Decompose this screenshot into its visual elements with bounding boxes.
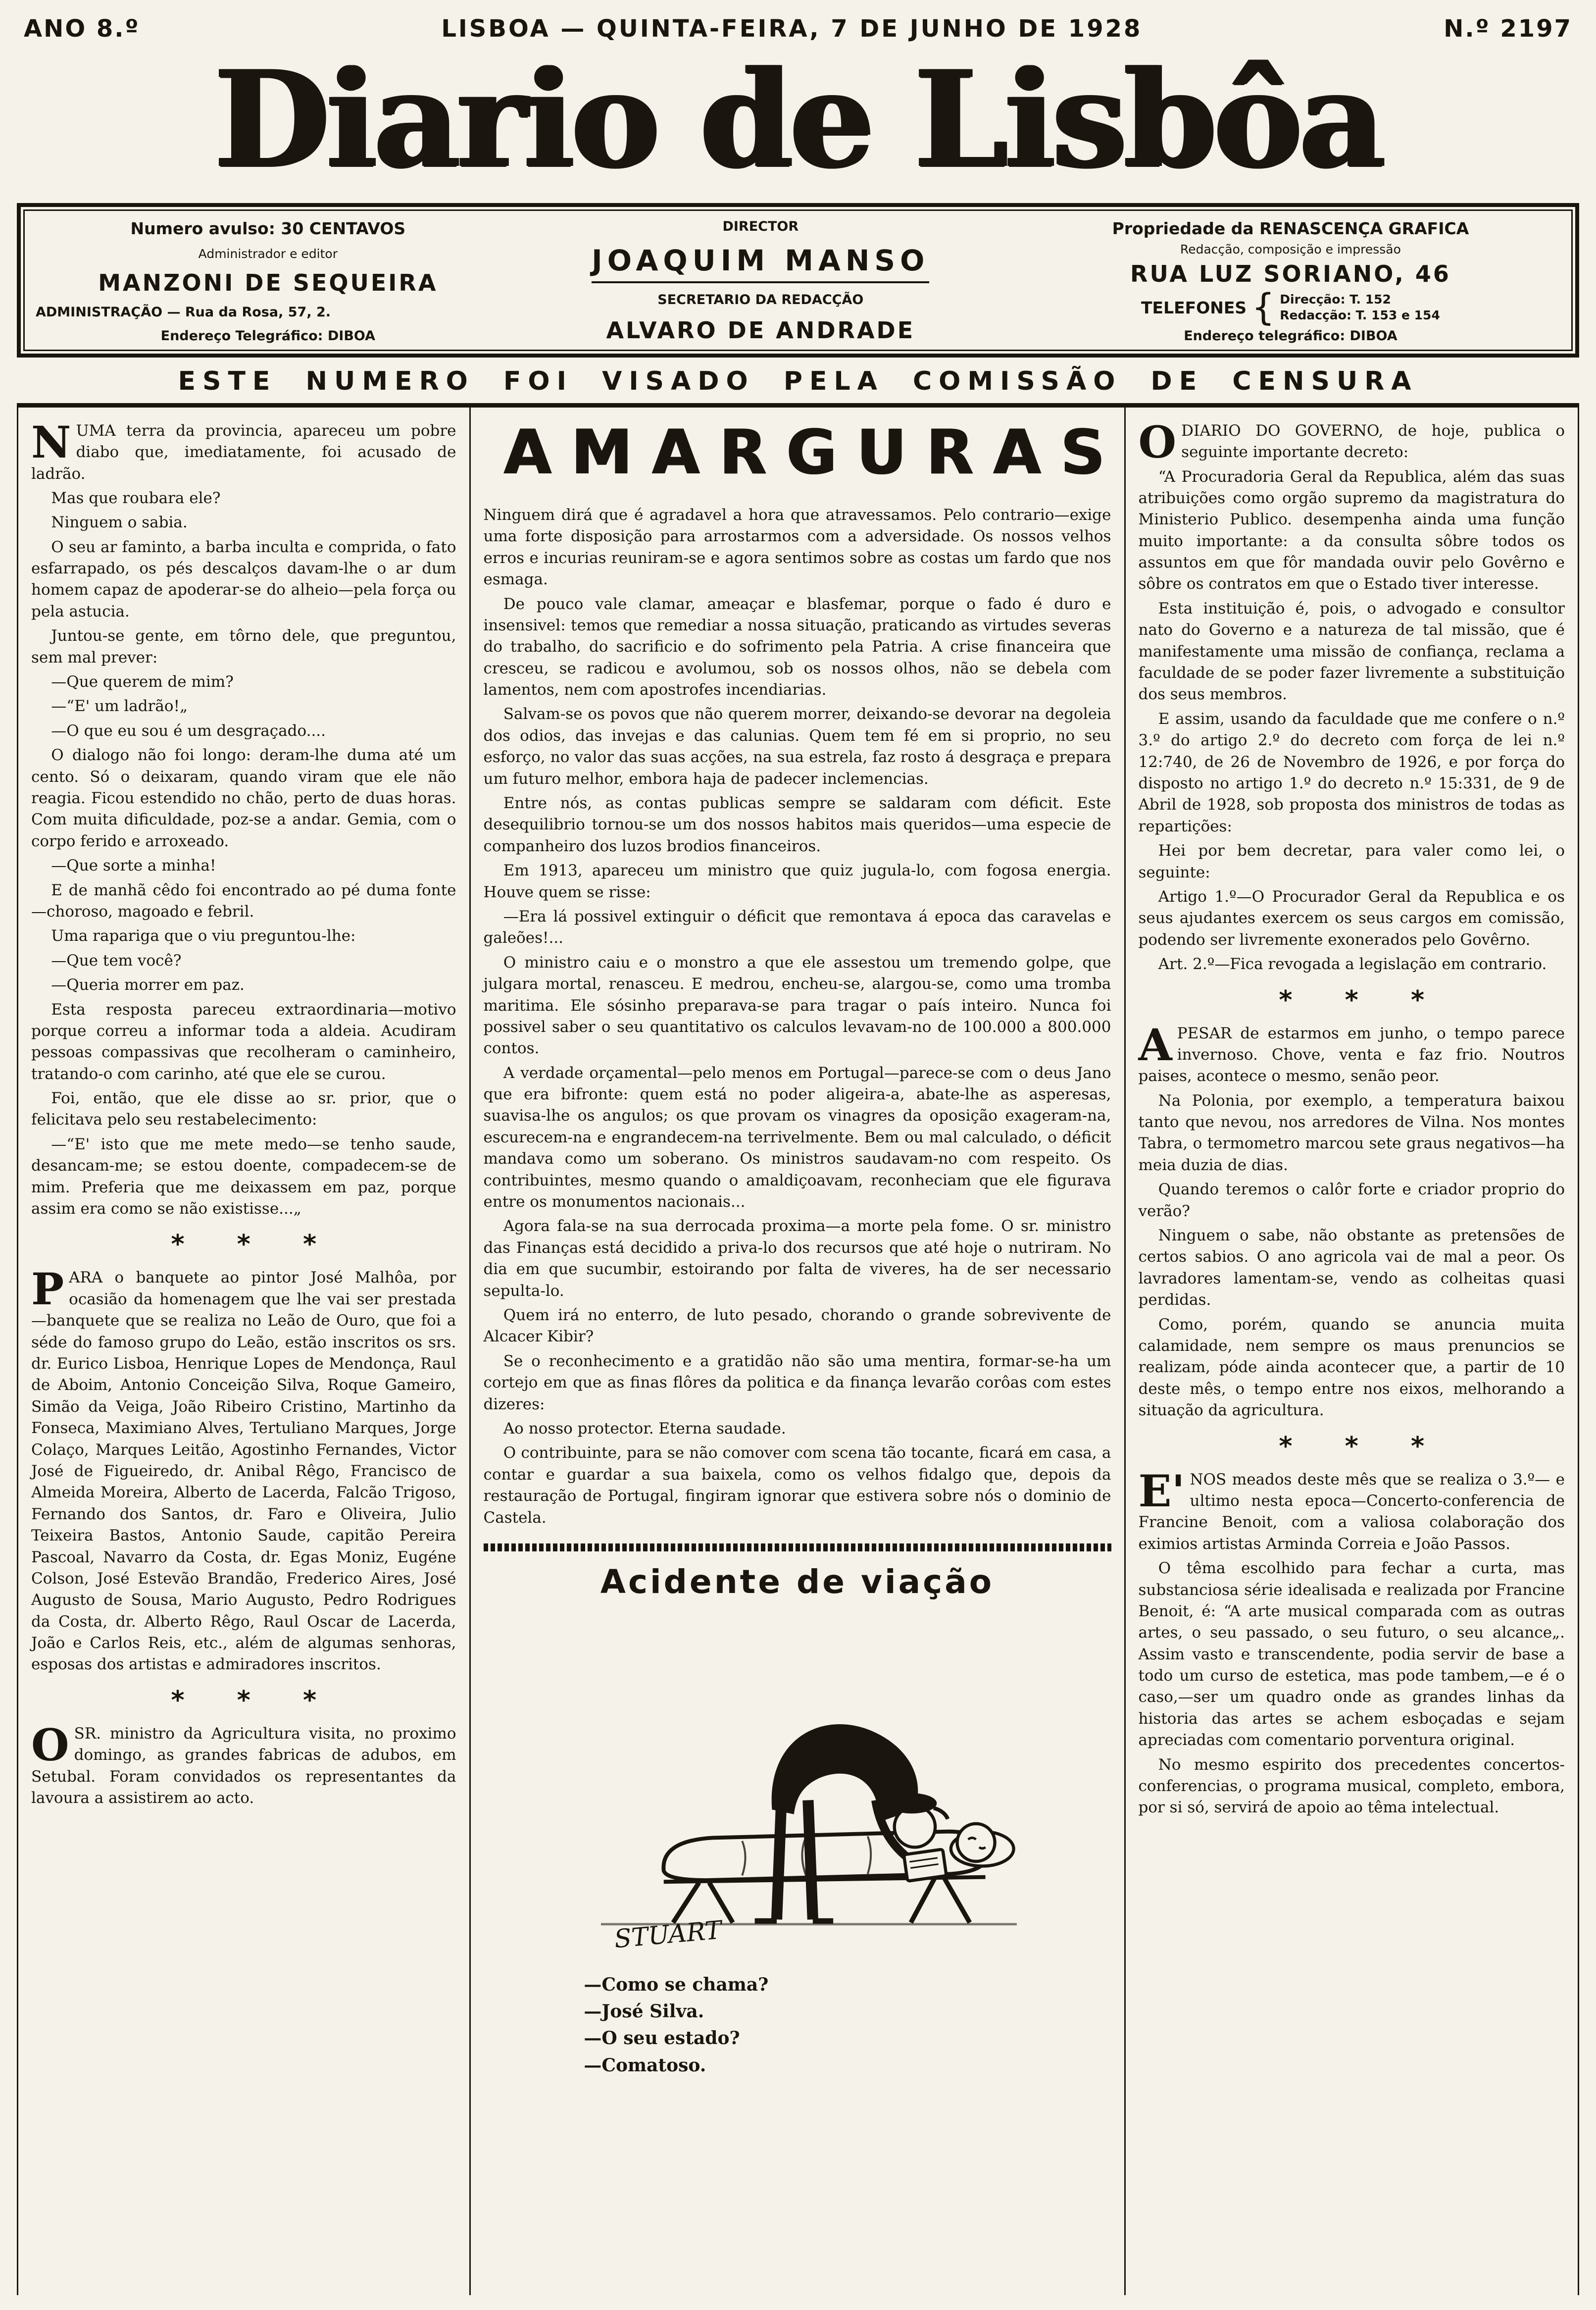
property-info (1021, 219, 1560, 344)
story-pobre-diabo (31, 416, 456, 1220)
paragraph: —Que sorte a minha! (51, 857, 216, 875)
paragraph: De pouco vale clamar, ameaçar e blasfemar, porque o fado é duro e insensivel: temos que remediar a nossa situação, praticando as virtudes severas do trabalho, do sacrificio e do sofrimento pela Patria. A crise financeira que cresceu, se radicou e avolumou, sob os nossos olhos, não se debela com lamentos, nem com apostrofes incendiarias. (483, 595, 1111, 699)
paragraph: —“E' isto que me mete medo—se tenho saude, desancam-me; se estou doente, compadecem-se de mim. Preferia que me deixassem em paz, porque assim era como se não existisse...„ (31, 1135, 456, 1218)
story-concerto-conferencia (1138, 1465, 1565, 1819)
cartoonist-signature: STUART (613, 1915, 723, 1954)
property-line: Propriedade da RENASCENÇA GRAFICA (1112, 219, 1469, 239)
edition-year: ANO 8.º (24, 15, 140, 43)
right-column (1126, 408, 1578, 2295)
section-separator: * * * (171, 1230, 339, 1260)
paragraph: ODIARIO DO GOVERNO, de hoje, publica o seguinte importante decreto: (1138, 416, 1565, 468)
paragraph: Esta instituição é, pois, o advogado e consultor nato do Governo e a natureza de tal missão, que é manifestamente uma missão de confiança, reclama a faculdade de se poder fazer livremente a substituição dos seus membros. (1138, 599, 1565, 704)
paragraph: E assim, usando da faculdade que me confere o n.º 3.º do artigo 2.º do decreto com força de lei n.º 12:740, de 26 de Novembro de 1926, e por força do disposto no artigo 1.º do decreto n.º 15:331, de 9 de Abril de 1928, sob proposta dos ministros de todas as repartições: (1138, 710, 1565, 835)
top-bar (17, 13, 1579, 43)
paragraph: Salvam-se os povos que não querem morrer, deixando-se devorar na degoleia dos odios, das invejas e das calunias. Quem tem fé em si proprio, no seu esforço, no valor das suas acções, na sua estrela, faz rosto á desgraça e prepara um futuro melhor, embora haja de padecer inclemencias. (483, 705, 1111, 788)
patient-head (957, 1824, 995, 1861)
paragraph: Ninguem dirá que é agradavel a hora que atravessamos. Pelo contrario—exige uma forte disposição para arrostarmos com a adversidade. Os nossos velhos erros e incurias reuniram-se e agora sentimos sobre as costas um fardo que nos esmaga. (483, 506, 1111, 589)
paragraph: NUMA terra da provincia, apareceu um pobre diabo que, imediatamente, foi acusado de ladrão. (31, 416, 456, 483)
paragraph: O ministro caiu e o monstro a que ele assestou um tremendo golpe, que julgara mortal, renasceu. E medrou, encheu-se, alargou-se, como uma tromba maritima. Ele sósinho preparava-se para tragar o país inteiro. Nunca foi possivel saber o seu quantitativo os calculos levavam-no de 100.000 a 800.000 contos. (483, 953, 1111, 1058)
paragraph: —Que querem de mim? (51, 673, 234, 691)
direction-info (513, 219, 1008, 344)
paragraph: —Era lá possivel extinguir o déficit que remontava á epoca das caravelas e galeões!... (483, 907, 1111, 947)
paragraph: O têma escolhido para fechar a curta, mas substanciosa série idealisada e realizada por Francine Benoit, é: “A arte musical comparada com as outras artes, o seu passado, o seu futuro, o seu alcance„. Assim vasto e transcendente, podia servir de base a todo um curso de estetica, mas pode tambem,—e é o caso,—ser um quadro onde as grandes linhas da historia das artes se achem esboçadas e sejam apreciadas com comentario porventura original. (1138, 1559, 1565, 1749)
paragraph: Hei por bem decretar, para valer como lei, o seguinte: (1138, 842, 1565, 881)
administration-info (36, 219, 500, 344)
paragraph: Ninguem o sabe, não obstante as pretensões de certos sabios. O ano agricola vai de mal a peor. Os lavradores lamentam-se, vendo as colheitas quasi perdidas. (1138, 1227, 1565, 1309)
paragraph: —O que eu sou é um desgraçado.... (51, 721, 326, 740)
paragraph: —Que tem você? (51, 951, 182, 970)
administration-address: ADMINISTRAÇÃO — Rua da Rosa, 57, 2. (36, 304, 331, 320)
paragraph: Quando teremos o calôr forte e criador proprio do verão? (1138, 1181, 1565, 1220)
paragraph: O contribuinte, para se não comover com scena tão tocante, ficará em casa, a contar e guardar a sua baixela, como os velhos fidalgo que, depois da restauração de Portugal, fingiram ignorar que estivera sobre nós o dominio de Castela. (483, 1444, 1111, 1527)
publication-info-inner (23, 209, 1573, 351)
censor-banner: ESTE NUMERO FOI VISADO PELA COMISSÃO DE CENSURA (17, 358, 1579, 408)
accident-cartoon-drawing (546, 1612, 1048, 1965)
admin-role-label: Administrador e editor (198, 247, 338, 261)
paragraph: Entre nós, as contas publicas sempre se saldaram com déficit. Este desequilibrio tornou-se um dos nossos habitos mais queridos—uma especie de companheiro dos luzos brodios financeiros. (483, 794, 1111, 855)
section-separator: * * * (1279, 1431, 1446, 1461)
paragraph: Esta resposta pareceu extraordinaria—motivo porque correu a informar toda a aldeia. Acudiram pessoas compassivas que recolheram o caminheiro, tratando-o com carinho, até que ele se curou. (31, 1000, 456, 1083)
section-separator: * * * (1279, 985, 1446, 1015)
story-diario-governo (1138, 416, 1565, 975)
paragraph: Em 1913, apareceu um ministro que quiz jugula-lo, com fogosa energia. Houve quem se risse: (483, 862, 1111, 901)
secretary-label: SECRETARIO DA REDACÇÃO (657, 292, 864, 308)
paragraph: —Queria morrer em paz. (51, 976, 245, 994)
amarguras-article (484, 505, 1111, 1529)
brace-glyph: { (1251, 286, 1275, 329)
telegraph-address-admin: Endereço Telegráfico: DIBOA (160, 328, 376, 344)
paragraph: —José Silva. (584, 2001, 704, 2022)
dateline: LISBOA — QUINTA-FEIRA, 7 DE JUNHO DE 1928 (441, 15, 1143, 43)
director-name: JOAQUIM MANSO (592, 244, 929, 283)
director-name-wrap (513, 244, 1008, 283)
paragraph: Artigo 1.º—O Procurador Geral da Republica e os seus ajudantes exercem os seus cargos em comissão, podendo ser livremente exonerados pelo Govêrno. (1138, 887, 1565, 949)
services-line: Redacção, composição e impressão (1180, 242, 1401, 257)
paragraph: Art. 2.º—Fica revogada a legislação em contrario. (1158, 955, 1547, 974)
paragraph: —Como se chama? (584, 1974, 769, 1995)
cartoon-illustration (484, 1612, 1111, 2078)
paragraph: Ao nosso protector. Eterna saudade. (503, 1419, 786, 1437)
cartoon-captions (584, 1972, 1111, 2078)
paragraph: O seu ar faminto, a barba inculta e comprida, o fato esfarrapado, os pés descalços davam-lhe o ar dum homem capaz de apoderar-se do alheio—pela força ou pela astucia. (31, 538, 456, 620)
main-headline: AMARGURAS (503, 416, 1124, 488)
paragraph: O dialogo não foi longo: deram-lhe duma até um cento. Só o deixaram, quando viram que ele não reagia. Ficou estendido no chão, perto de duas horas. Com muita dificuldade, poz-se a andar. Gemia, com o corpo ferido e arroxeado. (31, 746, 456, 850)
paragraph: Agora fala-se na sua derrocada proxima—a morte pela fome. O sr. ministro das Finanças está decidido a priva-lo dos recursos que até hoje o nutriram. No dia em que sucumbir, estoirando por falta de viveres, ha de ser necessario sepulta-lo. (483, 1217, 1111, 1300)
kepi-cap (887, 1793, 937, 1813)
paragraph: “A Procuradoria Geral da Republica, além das suas atribuições como orgão supremo da magistratura do Ministerio Publico. desempenha ainda uma função muito importante: a da consulta sôbre todos os assuntos em que fôr mandada ouvir pelo Govêrno e sôbre os contratos em que o Estado tiver interesse. (1138, 467, 1565, 593)
price-line: Numero avulso: 30 CENTAVOS (130, 219, 406, 239)
paragraph: Se o reconhecimento e a gratidão não são uma mentira, formar-se-ha um cortejo em que as finas flôres da politica e da finança levarão corôas com estes dizeres: (483, 1352, 1111, 1413)
paragraph: Uma rapariga que o viu preguntou-lhe: (51, 927, 356, 945)
phone-direction: Direcção: T. 152 (1280, 292, 1391, 307)
telephones-block (1021, 286, 1560, 329)
telephones-label: TELEFONES (1141, 298, 1247, 317)
telephone-numbers (1280, 292, 1440, 324)
paragraph: Como, porém, quando se anuncia muita calamidade, nem sempre os maus prenuncios se realizam, póde ainda acontecer que, a partir de 10 deste mês, o tempo entre nos eixos, melhorando a situação da agricultura. (1138, 1315, 1565, 1420)
publication-info-box (17, 203, 1579, 358)
paragraph: —Comatoso. (584, 2054, 706, 2076)
paragraph: OSR. ministro da Agricultura visita, no proximo domingo, as grandes fabricas de adubos, em Setubal. Foram convidados os representantes da lavoura a assistirem ao acto. (31, 1719, 456, 1807)
masthead-title: Diario de Lisbôa (214, 42, 1382, 198)
admin-name: MANZONI DE SEQUEIRA (98, 269, 438, 296)
center-column (471, 408, 1126, 2295)
paragraph: Quem irá no enterro, de luto pesado, chorando o grande sobrevivente de Alcacer Kibir? (483, 1306, 1111, 1346)
cartoon-title: Acidente de viação (600, 1562, 995, 1601)
paragraph: E de manhã cêdo foi encontrado ao pé duma fonte—choroso, magoado e febril. (31, 881, 456, 921)
paragraph: —O seu estado? (584, 2028, 740, 2049)
paragraph: E'NOS meados deste mês que se realiza o 3.º— e ultimo nesta epoca—Concerto-conferencia de Francine Benoit, com a valiosa colaboração dos eximios artistas Arminda Correia e João Passos. (1138, 1465, 1565, 1553)
paragraph: PARA o banquete ao pintor José Malhôa, por ocasião da homenagem que lhe vai ser prestada—banquete que se realiza no Leão de Ouro, que foi a séde do famoso grupo do Leão, estão inscritos os srs. dr. Eurico Lisboa, Henrique Lopes de Mendonça, Raul de Aboim, Antonio Conceição Silva, Roque Gameiro, Simão da Veiga, João Ribeiro Cristino, Martinho da Fonseca, Maximiano Alves, Tertuliano Marques, Jorge Colaço, Marques Leitão, Agostinho Fernandes, Victor José de Figueiredo, dr. Anibal Rêgo, Francisco de Almeida Moreira, Alberto de Lacerda, Falcão Trigoso, Fernando dos Santos, dr. Faro e Oliveira, Julio Teixeira Bastos, Antonio Saude, capitão Pereira Pascoal, Navarro da Costa, dr. Egas Moniz, Eugéne Colson, José Estevão Brandão, Frederico Aires, José Augusto de Sousa, Mario Augusto, Pedro Rodrigues da Costa, dr. Alberto Rêgo, Raul Oscar de Lacerda, João e Carlos Reis, etc., além de algumas senhoras, esposas dos artistas e admiradores inscritos. (31, 1263, 456, 1674)
phone-redaction: Redacção: T. 153 e 154 (1280, 308, 1440, 323)
left-column (18, 408, 471, 2295)
story-banquete-malhoa (31, 1263, 456, 1675)
property-address: RUA LUZ SORIANO, 46 (1130, 260, 1451, 288)
cap-visor (934, 1808, 948, 1819)
content-columns (17, 408, 1579, 2295)
story-ministro-agricultura (31, 1719, 456, 1809)
notepad (904, 1849, 947, 1881)
paragraph: Juntou-se gente, em tôrno dele, que preguntou, sem mal prever: (31, 627, 456, 667)
paragraph: Ninguem o sabia. (51, 513, 188, 532)
paragraph: Foi, então, que ele disse ao sr. prior, que o felicitava pelo seu restabelecimento: (31, 1089, 456, 1129)
paragraph: APESAR de estarmos em junho, o tempo parece invernoso. Chove, venta e faz frio. Noutros paises, acontece o mesmo, senão peor. (1138, 1019, 1565, 1085)
issue-number: N.º 2197 (1444, 15, 1572, 43)
paragraph: A verdade orçamental—pelo menos em Portugal—parece-se com o deus Jano que era bifronte: quem está no poder aligeira-a, abate-lhe as asperesas, suavisa-lhe os angulos; os que provam os vinagres da oposição exageram-na, escurecem-na e engrandecem-na terrivelmente. Bem ou mal calculado, o déficit mandava como um soberano. Os ministros saudavam-no com respeito. Os contribuintes, mesmo quando o amaldiçoavam, reconheciam que ele figurava entre os monumentos nacionais... (483, 1064, 1111, 1211)
section-separator: * * * (171, 1685, 339, 1715)
paragraph: —“E' um ladrão!„ (51, 697, 188, 716)
paragraph: Mas que roubara ele? (51, 489, 221, 507)
paragraph: Na Polonia, por exemplo, a temperatura baixou tanto que nevou, nos arredores de Vilna. Nos montes Tabra, o termometro marcou sete graus negativos—ha meia duzia de dias. (1138, 1091, 1565, 1174)
secretary-name: ALVARO DE ANDRADE (606, 316, 915, 344)
hatched-divider (484, 1543, 1111, 1551)
story-tempo-invernoso (1138, 1019, 1565, 1422)
telegraph-address-property: Endereço telegráfico: DIBOA (1184, 328, 1397, 344)
director-label: DIRECTOR (722, 219, 799, 235)
paragraph: No mesmo espirito dos precedentes concertos-conferencias, o programa musical, completo, embora, por si só, servirá de apoio ao têma intelectual. (1138, 1755, 1565, 1817)
